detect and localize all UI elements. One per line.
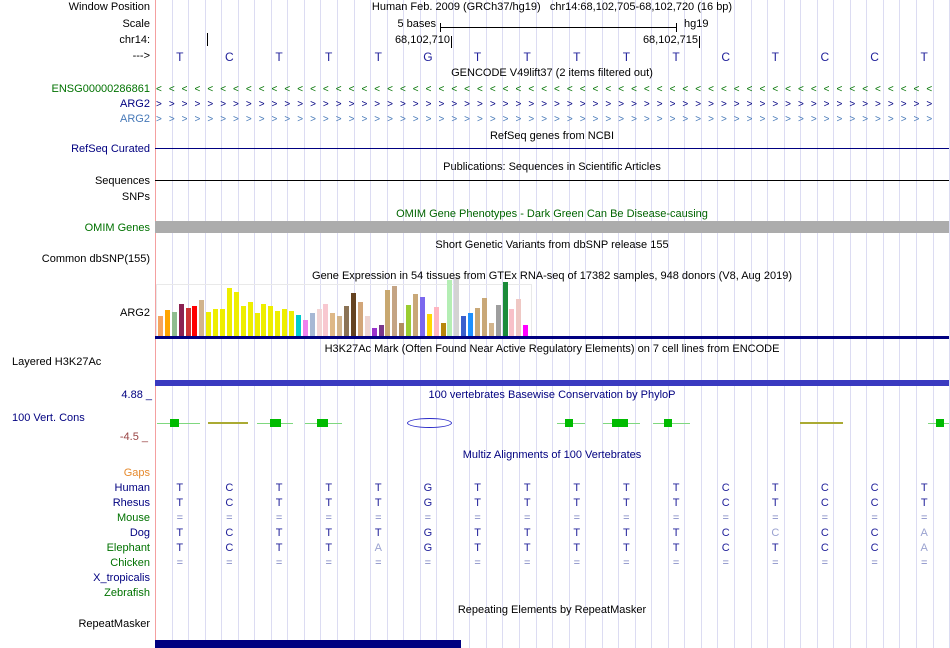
gtex-bar (489, 323, 494, 336)
alignment-species-label[interactable]: Zebrafish (104, 587, 150, 599)
alignment-base: = (672, 512, 680, 524)
alignment-base: C (820, 527, 829, 539)
gtex-bar (248, 302, 253, 336)
alignment-base: C (820, 542, 829, 554)
publications-track-title: Publications: Sequences in Scientific Articles (443, 161, 661, 173)
omim-genes-label[interactable]: OMIM Genes (84, 222, 150, 234)
alignment-base: T (474, 527, 481, 539)
alignment-base: C (870, 482, 879, 494)
alignment-base: = (375, 557, 382, 569)
window-position-title: Human Feb. 2009 (GRCh37/hg19) chr14:68,102,705-68,102,720 (16 bp) (371, 1, 733, 13)
gtex-bar (165, 310, 170, 336)
alignment-base: T (523, 497, 531, 509)
alignment-base: C (870, 497, 879, 509)
sequence-base: T (672, 50, 680, 64)
sequence-base: T (920, 50, 928, 64)
coordinate-tick (699, 36, 700, 48)
omim-gene-bar[interactable] (155, 221, 949, 233)
sequence-base: C (225, 50, 234, 64)
snps-label[interactable]: SNPs (121, 191, 150, 203)
alignment-base: = (474, 557, 481, 569)
gtex-bar (475, 308, 480, 336)
coordinate-tick (207, 33, 208, 46)
alignment-species-label[interactable]: Chicken (110, 557, 150, 569)
sequence-base: T (771, 50, 779, 64)
gtex-bar (337, 316, 342, 336)
gtex-bar (323, 304, 328, 336)
refseq-track-title: RefSeq genes from NCBI (489, 130, 615, 142)
gtex-bar (434, 307, 439, 336)
gtex-bar (516, 299, 521, 336)
gtex-bar (186, 308, 191, 336)
common-dbsnp-label[interactable]: Common dbSNP(155) (41, 253, 150, 265)
sequences-item-line[interactable] (155, 180, 949, 181)
gtex-bar (496, 305, 501, 336)
gtex-gene-label[interactable]: ARG2 (120, 307, 150, 319)
alignment-species-label[interactable]: Rhesus (112, 497, 150, 509)
alignment-base: A (920, 542, 928, 554)
repeatmasker-label[interactable]: RepeatMasker (78, 618, 150, 630)
alignment-base: G (423, 527, 433, 539)
scale-ruler-tick-right (676, 23, 677, 32)
gtex-bar (365, 316, 370, 336)
gtex-bar (351, 293, 356, 336)
gtex-bar (241, 306, 246, 336)
alignment-base: C (870, 527, 879, 539)
phylop-max-label: 4.88 _ (121, 389, 152, 401)
alignment-base: = (772, 512, 779, 524)
layered-h3k27ac-label[interactable]: Layered H3K27Ac (12, 356, 102, 368)
sequence-base: T (325, 50, 333, 64)
alignment-species-label[interactable]: Elephant (106, 542, 150, 554)
guideline (899, 0, 900, 648)
gene-strand-arrows[interactable]: >>>>>>>>>>>>>>>>>>>>>>>>>>>>>>>>>>>>>>>>>>>>>>>>>>>>>>>>>>>>> (156, 99, 940, 110)
alignment-base: T (672, 482, 680, 494)
alignment-base: T (920, 497, 928, 509)
alignment-base: T (374, 527, 382, 539)
alignment-base: = (474, 512, 481, 524)
alignment-base: T (623, 482, 630, 494)
alignment-base: = (672, 557, 680, 569)
guideline (651, 0, 652, 648)
alignment-base: T (176, 527, 184, 539)
alignment-base: T (523, 527, 531, 539)
gtex-bar (192, 306, 197, 336)
gtex-bar (296, 315, 301, 336)
guideline (552, 0, 553, 648)
gtex-bar (234, 292, 239, 336)
gtex-bar (310, 313, 315, 336)
gtex-bar (317, 309, 322, 336)
h3k27ac-track-title: H3K27Ac Mark (Often Found Near Active Regulatory Elements) on 7 cell lines from ENCODE (324, 343, 780, 355)
alignment-base: T (623, 497, 630, 509)
alignment-base: T (771, 542, 779, 554)
alignment-base: T (474, 497, 481, 509)
alignment-base: = (871, 557, 878, 569)
sequence-base: T (573, 50, 581, 64)
alignment-base: C (820, 482, 829, 494)
dbsnp-track-title: Short Genetic Variants from dbSNP release 155 (435, 239, 669, 251)
alignment-base: C (820, 497, 829, 509)
gtex-bar (158, 316, 163, 336)
gtex-bar (227, 288, 232, 336)
alignment-base: T (573, 482, 581, 494)
alignment-base: = (275, 557, 283, 569)
alignment-base: = (325, 557, 332, 569)
alignment-base: T (374, 497, 382, 509)
omim-track-title: OMIM Gene Phenotypes - Dark Green Can Be Disease-causing (396, 208, 708, 220)
sequences-label[interactable]: Sequences (94, 175, 150, 187)
gtex-bar (447, 280, 452, 336)
alignment-base: T (325, 542, 333, 554)
gtex-bar (379, 325, 384, 336)
gencode-track-title: GENCODE V49lift37 (2 items filtered out) (451, 67, 653, 79)
guideline (701, 0, 702, 648)
gtex-bar (303, 320, 308, 336)
alignment-base: T (176, 482, 184, 494)
alignment-base: = (821, 512, 829, 524)
alignment-base: T (325, 482, 333, 494)
alignment-base: C (225, 482, 234, 494)
assembly-label: hg19 (684, 18, 709, 30)
alignment-base: = (325, 512, 332, 524)
gtex-track-title: Gene Expression in 54 tissues from GTEx RNA-seq of 17382 samples, 948 donors (V8, Aug 2019) (312, 270, 792, 282)
alignment-species-label[interactable]: X_tropicalis (93, 572, 150, 584)
phylop-track-label[interactable]: 100 Vert. Cons (12, 412, 85, 424)
coordinate-tick (451, 36, 452, 48)
gtex-bar (461, 316, 466, 336)
gtex-bar (282, 309, 287, 336)
alignment-base: T (920, 482, 928, 494)
gtex-bar (420, 297, 425, 336)
alignment-base: T (623, 542, 630, 554)
scale-value: 5 bases (397, 18, 436, 30)
window-position-label: Window Position (68, 1, 150, 13)
alignment-base: T (275, 497, 283, 509)
alignment-species-label[interactable]: Mouse (116, 512, 150, 524)
sequence-base: T (523, 50, 531, 64)
sequence-base: C (721, 50, 731, 64)
gtex-bar (172, 312, 177, 336)
coordinate-right: 68,102,715 (642, 34, 698, 46)
alignment-base: C (721, 527, 730, 539)
gtex-bar (289, 311, 294, 336)
alignment-species-label[interactable]: Human (114, 482, 150, 494)
alignment-base: = (920, 557, 928, 569)
alignment-base: T (523, 482, 531, 494)
multiz-track-title: Multiz Alignments of 100 Vertebrates (462, 449, 642, 461)
alignment-base: = (871, 512, 878, 524)
alignment-species-label[interactable]: Dog (129, 527, 150, 539)
alignment-base: T (672, 542, 680, 554)
alignment-base: G (423, 482, 433, 494)
alignment-base: T (275, 527, 283, 539)
alignment-base: C (721, 482, 730, 494)
gtex-bar (385, 290, 390, 336)
alignment-base: T (176, 497, 184, 509)
alignment-base: C (721, 497, 730, 509)
alignment-base: T (325, 527, 333, 539)
gtex-bar (330, 313, 335, 336)
gtex-bar (441, 323, 446, 336)
alignment-base: = (523, 557, 531, 569)
gtex-bar (413, 294, 418, 336)
gtex-bar (482, 298, 487, 336)
gtex-bar (255, 313, 260, 336)
guideline (751, 0, 752, 648)
alignment-base: = (573, 512, 581, 524)
gtex-bar (399, 323, 404, 336)
sequence-base: C (870, 50, 879, 64)
alignment-base: = (424, 512, 432, 524)
alignment-base: T (672, 527, 680, 539)
alignment-base: T (771, 497, 779, 509)
alignment-base: G (423, 542, 433, 554)
repeatmasker-track-title: Repeating Elements by RepeatMasker (457, 604, 647, 616)
gtex-bar (179, 304, 184, 336)
gtex-bar (392, 286, 397, 336)
alignment-base: C (225, 542, 234, 554)
scale-ruler-line (440, 27, 676, 28)
alignment-base: C (225, 527, 234, 539)
alignment-base: = (275, 512, 283, 524)
guideline (800, 0, 801, 648)
alignment-base: = (623, 512, 630, 524)
alignment-base: = (424, 557, 432, 569)
alignment-base: T (275, 482, 283, 494)
refseq-curated-gene-line[interactable] (155, 148, 949, 149)
gtex-bar (523, 325, 528, 336)
chrom-label: chr14: (119, 34, 150, 46)
alignment-base: T (325, 497, 333, 509)
alignment-base: = (920, 512, 928, 524)
alignment-base: T (573, 527, 581, 539)
alignment-base: = (375, 512, 382, 524)
alignment-base: = (821, 557, 829, 569)
gtex-bar (468, 313, 473, 336)
phylop-min-label: -4.5 _ (119, 431, 148, 443)
alignment-base: = (772, 557, 779, 569)
gtex-baseline (155, 336, 949, 339)
gtex-bar (503, 282, 508, 336)
alignment-base: T (474, 482, 481, 494)
gtex-bar (344, 306, 349, 336)
alignment-species-label[interactable]: Gaps (123, 467, 150, 479)
guideline (602, 0, 603, 648)
guideline (850, 0, 851, 648)
alignment-base: T (623, 527, 630, 539)
gtex-bar (220, 309, 225, 336)
gene-strand-arrows[interactable]: <<<<<<<<<<<<<<<<<<<<<<<<<<<<<<<<<<<<<<<<<<<<<<<<<<<<<<<<<<<<< (156, 84, 940, 95)
scale-label: Scale (122, 18, 150, 30)
gtex-bar (199, 300, 204, 336)
gene-label-arg2-2[interactable]: ARG2 (120, 113, 150, 125)
alignment-base: T (771, 482, 779, 494)
gtex-bar (427, 314, 432, 336)
alignment-base: C (721, 542, 730, 554)
sequence-base: G (423, 50, 433, 64)
alignment-base: = (176, 512, 184, 524)
alignment-base: T (573, 497, 581, 509)
h3k27ac-signal-bar[interactable] (155, 380, 949, 386)
alignment-base: = (523, 512, 531, 524)
strand-arrow-label: ---> (132, 50, 150, 62)
gtex-bar (509, 309, 514, 336)
gtex-bar (454, 277, 459, 336)
alignment-base: T (672, 497, 680, 509)
gene-label-ensg[interactable]: ENSG00000286861 (51, 83, 150, 95)
alignment-base: = (176, 557, 184, 569)
alignment-base: = (623, 557, 630, 569)
gtex-bar (275, 311, 280, 336)
repeatmasker-element-bar[interactable] (155, 640, 461, 648)
alignment-base: = (722, 512, 729, 524)
refseq-curated-label[interactable]: RefSeq Curated (71, 143, 150, 155)
gtex-bar (406, 305, 411, 336)
gene-strand-arrows[interactable]: >>>>>>>>>>>>>>>>>>>>>>>>>>>>>>>>>>>>>>>>>>>>>>>>>>>>>>>>>>>>> (156, 114, 940, 125)
alignment-base: C (225, 497, 234, 509)
sequence-base: C (820, 50, 830, 64)
alignment-base: = (722, 557, 729, 569)
sequence-base: T (473, 50, 482, 64)
alignment-base: = (226, 512, 233, 524)
gtex-bar (206, 312, 211, 336)
gtex-bar (213, 309, 218, 336)
alignment-base: T (523, 542, 531, 554)
scale-ruler-tick-left (440, 23, 441, 32)
sequence-base: T (275, 50, 283, 64)
sequence-base: T (374, 50, 382, 64)
gene-label-arg2[interactable]: ARG2 (120, 98, 150, 110)
alignment-base: T (474, 542, 481, 554)
coordinate-left: 68,102,710 (394, 34, 450, 46)
alignment-base: C (870, 542, 879, 554)
phylop-track-title: 100 vertebrates Basewise Conservation by PhyloP (428, 389, 676, 401)
alignment-base: A (920, 527, 928, 539)
gtex-bar (372, 328, 377, 336)
gtex-bar (268, 306, 273, 336)
alignment-base: = (226, 557, 233, 569)
alignment-base: = (573, 557, 581, 569)
sequence-base: T (176, 50, 184, 64)
alignment-base: A (374, 542, 382, 554)
alignment-base: C (771, 527, 780, 539)
alignment-base: T (374, 482, 382, 494)
gtex-bar (261, 304, 266, 336)
gtex-bar (358, 302, 363, 336)
alignment-base: G (423, 497, 433, 509)
alignment-base: T (573, 542, 581, 554)
sequence-base: T (622, 50, 631, 64)
alignment-base: T (275, 542, 283, 554)
alignment-base: T (176, 542, 184, 554)
